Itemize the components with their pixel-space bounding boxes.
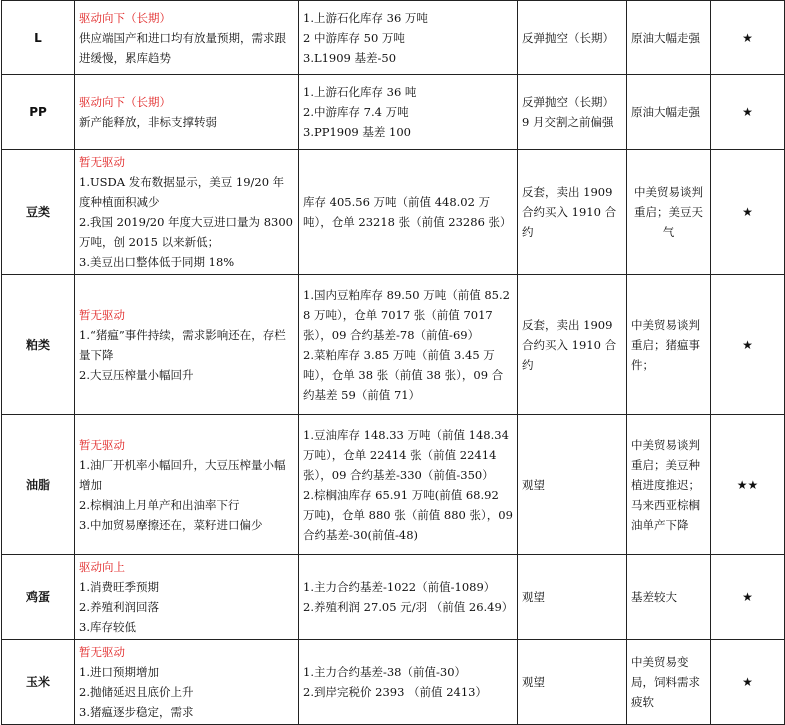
table-row-pp — [2, 75, 785, 150]
star-icon: ★ — [742, 205, 753, 219]
risk-cell — [627, 275, 711, 415]
reason-line: 2.我国 2019/20 年度大豆进口量为 8300 万吨，创 2015 以来新低； — [79, 215, 293, 249]
strategy-cell — [518, 555, 627, 640]
table-row-oils — [2, 415, 785, 555]
strategy-text: 反套，卖出 1909 合约买入 1910 合约 — [522, 317, 617, 372]
risk-cell — [627, 1, 711, 75]
inventory-cell — [299, 75, 518, 150]
driver-cell — [75, 640, 299, 725]
driver-cell — [75, 1, 299, 75]
table-row-corn — [2, 640, 785, 725]
risk-cell — [627, 640, 711, 725]
reason-line: 1.消费旺季预期 — [79, 580, 159, 594]
reason-line: 3.猪瘟逐步稳定，需求 — [79, 705, 194, 719]
reason-line: 2.大豆压榨量小幅回升 — [79, 367, 194, 382]
reason-line: 3.美豆出口整体低于同期 18% — [79, 255, 235, 269]
strategy-cell — [518, 75, 627, 150]
risk-cell — [627, 415, 711, 555]
reason-line: 2.养殖利润回落 — [79, 600, 159, 614]
driver-cell — [75, 555, 299, 640]
inventory-cell — [299, 1, 518, 75]
strategy-cell — [518, 640, 627, 725]
risk-cell — [627, 75, 711, 150]
reason-line: 新产能释放，非标支撑转弱 — [79, 115, 217, 129]
star-icon: ★ — [742, 675, 753, 689]
inventory-cell — [299, 150, 518, 275]
inventory-line: 1.主力合约基差-38（前值-30） — [303, 665, 467, 679]
reason-line: 1.USDA 发布数据显示，美豆 19/20 年度种植面积减少 — [79, 175, 285, 209]
inventory-cell — [299, 555, 518, 640]
inventory-cell — [299, 415, 518, 555]
rating-cell — [711, 150, 785, 275]
commodity-name: 粕类 — [2, 275, 75, 415]
strategy-text: 观望 — [522, 477, 545, 492]
inventory-line: 2.中游库存 7.4 万吨 — [303, 105, 409, 119]
star-icon: ★ — [742, 337, 753, 352]
inventory-line: 2.养殖利润 27.05 元/羽 （前值 26.49） — [303, 600, 514, 614]
risk-text: 中美贸易变局，饲料需求疲软 — [631, 655, 700, 709]
commodity-name: 豆类 — [2, 150, 75, 275]
driver-label: 暂无驱动 — [79, 437, 125, 452]
reason-line: 1.油厂开机率小幅回升，大豆压榨量小幅增加 — [79, 457, 286, 492]
risk-text: 原油大幅走强 — [631, 105, 700, 119]
strategy-cell — [518, 275, 627, 415]
inventory-line: 1.主力合约基差-1022（前值-1089） — [303, 580, 496, 594]
strategy-text: 反弹抛空（长期） — [522, 95, 614, 109]
inventory-line: 2 中游库存 50 万吨 — [303, 30, 405, 45]
risk-cell — [627, 150, 711, 275]
star-icon: ★ — [742, 590, 753, 604]
inventory-line: 1.上游石化库存 36 万吨 — [303, 10, 428, 25]
rating-cell — [711, 275, 785, 415]
inventory-line: 1.国内豆粕库存 89.50 万吨（前值 85.28 万吨），仓单 7017 张（前值 7017 张），09 合约基差-78（前值-69） — [303, 287, 510, 342]
strategy-cell — [518, 1, 627, 75]
reason-line: 3.库存较低 — [79, 620, 136, 634]
risk-text: 中美贸易谈判重启；美豆天气 — [634, 185, 703, 239]
driver-cell — [75, 150, 299, 275]
rating-cell — [711, 1, 785, 75]
inventory-line: 1.上游石化库存 36 吨 — [303, 85, 417, 99]
commodity-name: 鸡蛋 — [2, 555, 75, 640]
table-row-meal — [2, 275, 785, 415]
rating-cell — [711, 640, 785, 725]
inventory-cell — [299, 275, 518, 415]
inventory-line: 1.豆油库存 148.33 万吨（前值 148.34 万吨），仓单 22414 张（前值 22414 张），09 合约基差-330（前值-350） — [303, 427, 509, 482]
risk-text: 原油大幅走强 — [631, 30, 700, 45]
commodity-name: 玉米 — [2, 640, 75, 725]
risk-text: 中美贸易谈判重启；美豆种植进度推迟；马来西亚棕榈油单产下降 — [631, 437, 700, 532]
commodity-table — [1, 0, 785, 725]
reason-line: 2.棕榈油上月单产和出油率下行 — [79, 497, 240, 512]
strategy-text: 反弹抛空（长期） — [522, 30, 614, 45]
reason-line: 1.进口预期增加 — [79, 665, 159, 679]
inventory-line: 2.棕榈油库存 65.91 万吨(前值 68.92 万吨)，仓单 880 张（前值 880 张），09 合约基差-30(前值-48) — [303, 487, 513, 542]
rating-cell — [711, 75, 785, 150]
inventory-line: 2.到岸完税价 2393 （前值 2413） — [303, 685, 487, 699]
driver-cell — [75, 275, 299, 415]
inventory-line: 2.菜粕库存 3.85 万吨（前值 3.45 万吨），仓单 38 张（前值 38 张），09 合约基差 59（前值 71） — [303, 347, 504, 402]
reason-line: 2.抛储延迟且底价上升 — [79, 685, 194, 699]
risk-text: 基差较大 — [631, 590, 677, 604]
driver-label: 暂无驱动 — [79, 645, 125, 659]
risk-cell — [627, 555, 711, 640]
table-row-l — [2, 1, 785, 75]
inventory-cell — [299, 640, 518, 725]
driver-cell — [75, 415, 299, 555]
rating-cell — [711, 415, 785, 555]
reason-line: 1.“猪瘟”事件持续，需求影响还在，存栏量下降 — [79, 327, 286, 362]
driver-label: 暂无驱动 — [79, 155, 125, 169]
commodity-name: PP — [2, 75, 75, 150]
driver-label: 驱动向下（长期） — [79, 95, 171, 109]
inventory-line: 3.PP1909 基差 100 — [303, 125, 411, 139]
strategy-text: 观望 — [522, 675, 545, 689]
driver-cell — [75, 75, 299, 150]
table-row-egg — [2, 555, 785, 640]
commodity-name: L — [2, 1, 75, 75]
star-icon: ★ — [742, 30, 753, 45]
driver-label: 驱动向上 — [79, 560, 125, 574]
reason-line: 供应端国产和进口均有放量预期，需求跟进缓慢，累库趋势 — [79, 30, 286, 65]
strategy-text: 9 月交割之前偏强 — [522, 115, 614, 129]
inventory-line: 库存 405.56 万吨（前值 448.02 万吨），仓单 23218 张（前值 23286 张） — [303, 195, 512, 229]
driver-label: 暂无驱动 — [79, 307, 125, 322]
strategy-cell — [518, 415, 627, 555]
table-row-soybean — [2, 150, 785, 275]
inventory-line: 3.L1909 基差-50 — [303, 50, 397, 65]
strategy-text: 反套，卖出 1909 合约买入 1910 合约 — [522, 185, 617, 239]
rating-cell — [711, 555, 785, 640]
commodity-name: 油脂 — [2, 415, 75, 555]
star-icon: ★★ — [736, 477, 759, 492]
reason-line: 3.中加贸易摩擦还在，菜籽进口偏少 — [79, 517, 263, 532]
risk-text: 中美贸易谈判重启；猪瘟事件； — [631, 317, 700, 372]
star-icon: ★ — [742, 105, 753, 119]
strategy-cell — [518, 150, 627, 275]
driver-label: 驱动向下（长期） — [79, 10, 171, 25]
strategy-text: 观望 — [522, 590, 545, 604]
